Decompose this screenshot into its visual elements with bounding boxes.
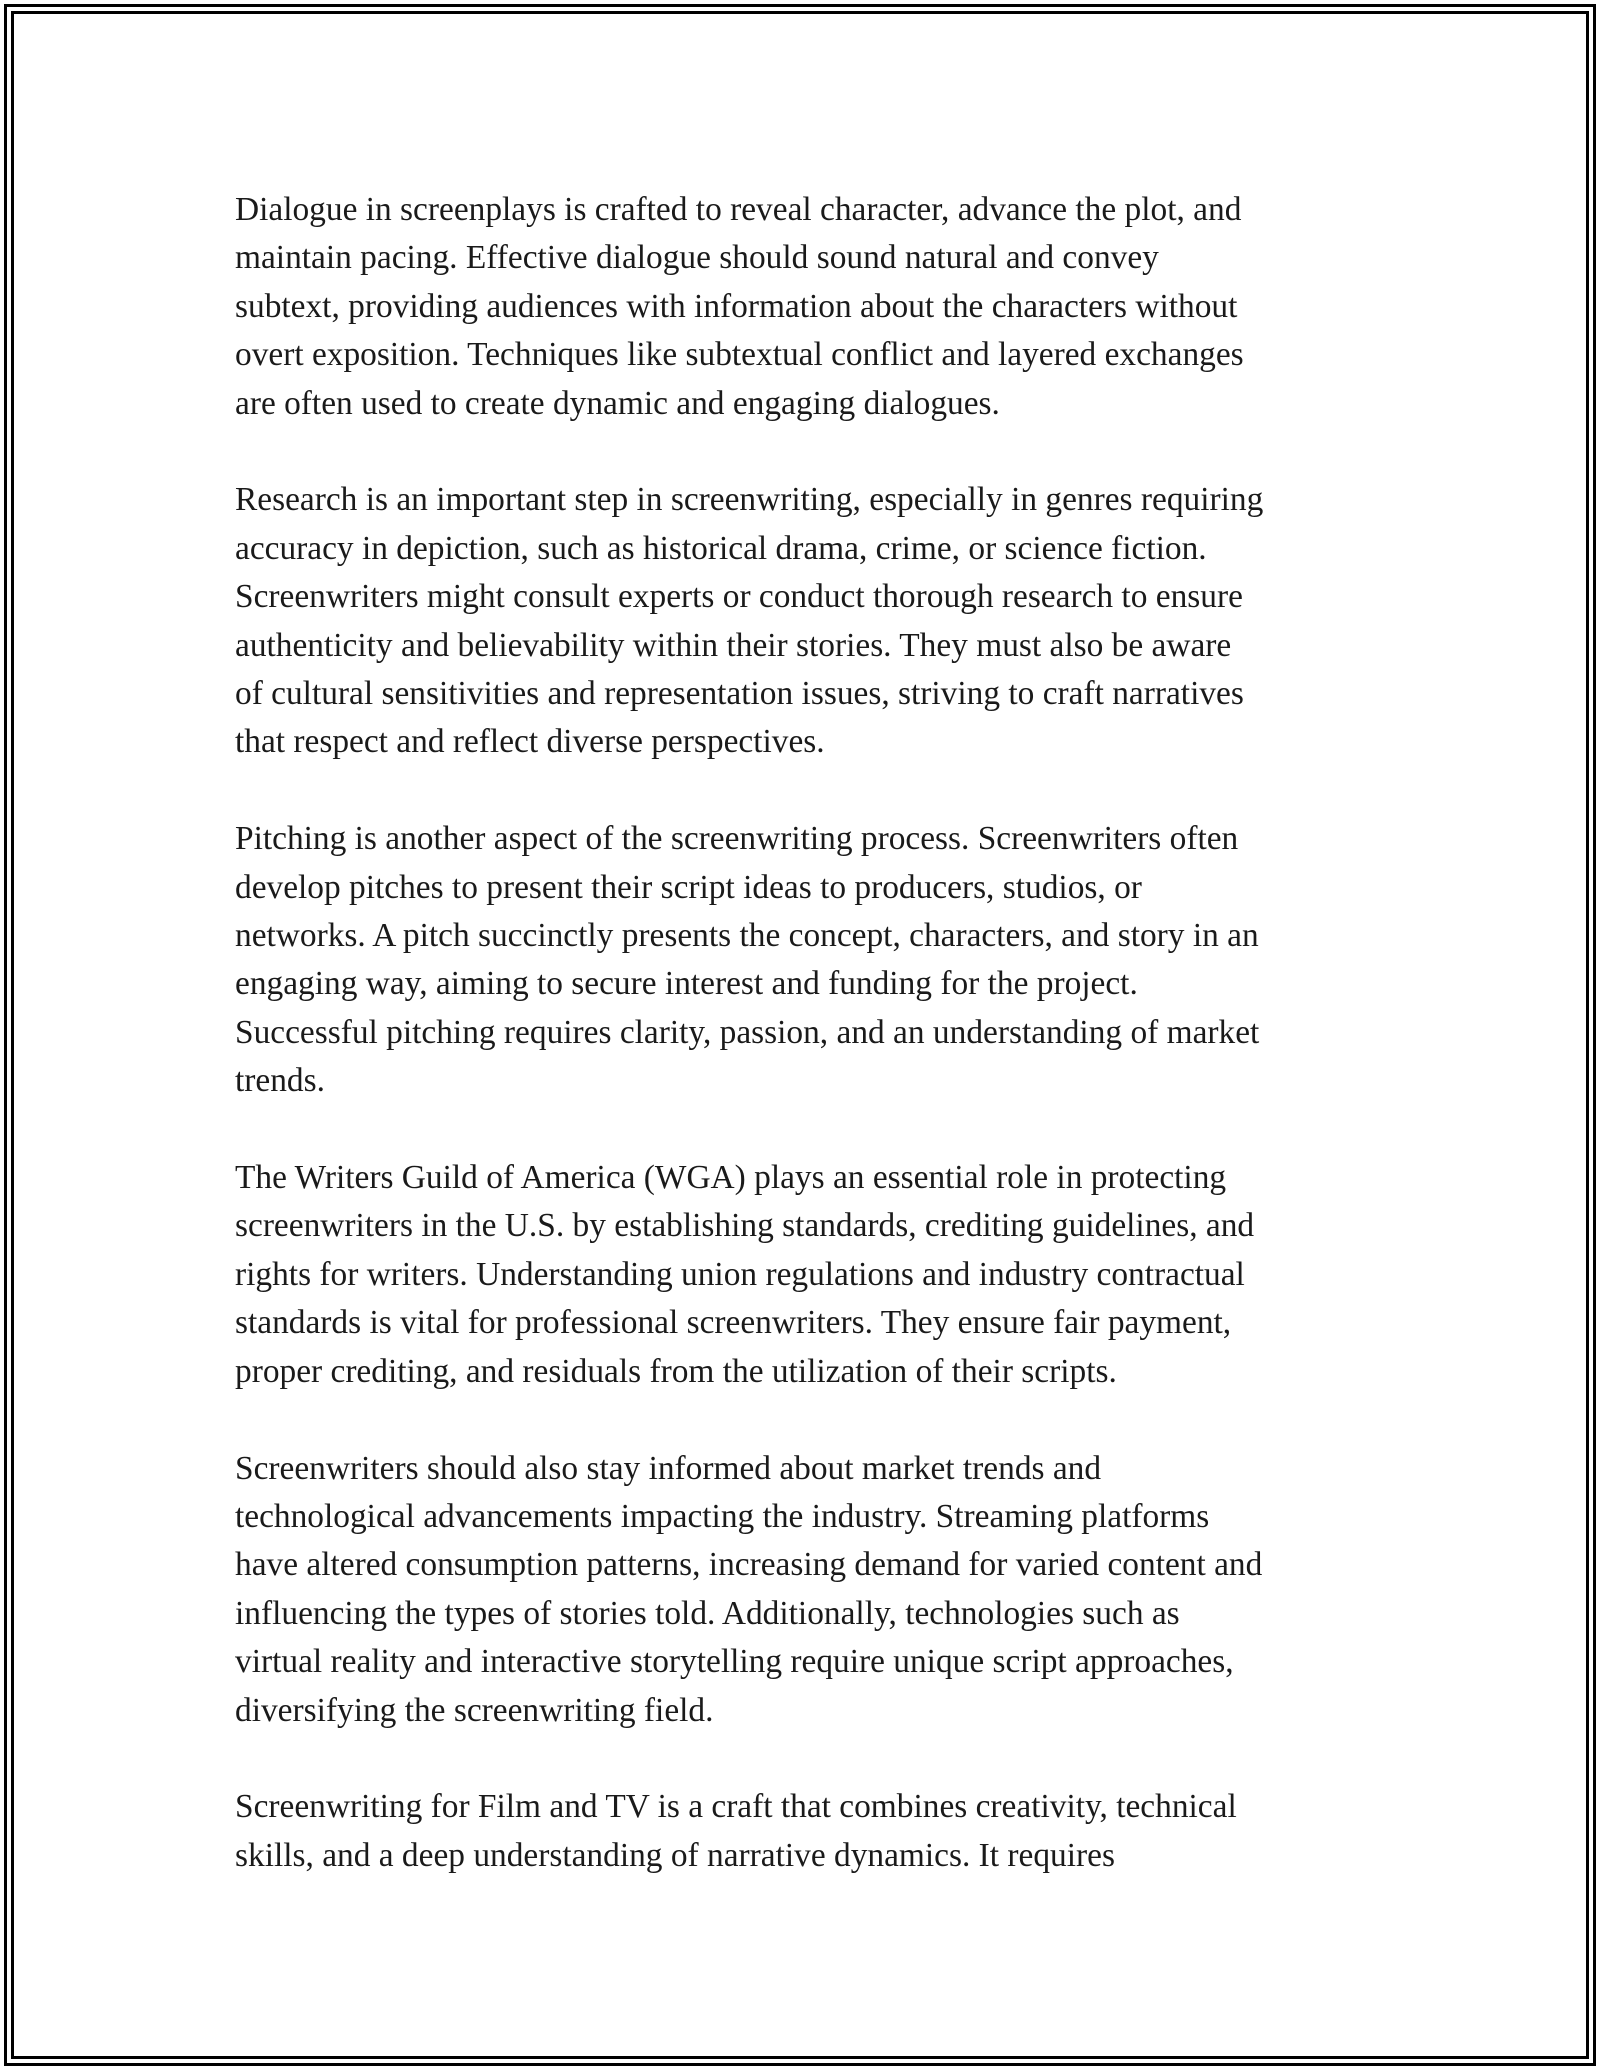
text-line: have altered consumption patterns, increasing demand for varied content and (235, 1546, 1263, 1584)
text-line: Successful pitching requires clarity, passion, and an understanding of market (235, 1013, 1260, 1051)
text-line: Screenwriters might consult experts or conduct thorough research to ensure (235, 578, 1243, 616)
text-line: that respect and reflect diverse perspectives. (235, 723, 825, 761)
text-line: authenticity and believability within their stories. They must also be aware (235, 626, 1232, 664)
text-line: diversifying the screenwriting field. (235, 1691, 714, 1729)
paragraph-research (235, 476, 1375, 766)
paragraph-dialogue (235, 186, 1375, 428)
text-line: subtext, providing audiences with information about the characters without (235, 287, 1238, 325)
text-line: screenwriters in the U.S. by establishing standards, crediting guidelines, and (235, 1207, 1255, 1245)
text-line: Research is an important step in screenwriting, especially in genres requiring (235, 481, 1264, 519)
text-line: technological advancements impacting the industry. Streaming platforms (235, 1497, 1210, 1535)
text-line: develop pitches to present their script ideas to producers, studios, or (235, 868, 1142, 906)
text-line: skills, and a deep understanding of narrative dynamics. It requires (235, 1836, 1115, 1874)
paragraph-pitching (235, 815, 1375, 1105)
text-line: maintain pacing. Effective dialogue should sound natural and convey (235, 239, 1159, 277)
document-body (235, 186, 1375, 1929)
text-line: Screenwriters should also stay informed about market trends and (235, 1449, 1102, 1487)
text-line: influencing the types of stories told. Additionally, technologies such as (235, 1594, 1180, 1632)
text-line: virtual reality and interactive storytelling require unique script approaches, (235, 1643, 1234, 1681)
paragraph-wga (235, 1154, 1375, 1396)
text-line: of cultural sensitivities and representation issues, striving to craft narratives (235, 675, 1244, 713)
text-line: overt exposition. Techniques like subtextual conflict and layered exchanges (235, 336, 1244, 374)
text-line: engaging way, aiming to secure interest and funding for the project. (235, 965, 1138, 1003)
text-line: trends. (235, 1062, 325, 1100)
text-line: proper crediting, and residuals from the utilization of their scripts. (235, 1352, 1117, 1390)
text-line: Dialogue in screenplays is crafted to reveal character, advance the plot, and (235, 191, 1242, 228)
text-line: Screenwriting for Film and TV is a craft that combines creativity, technical (235, 1788, 1237, 1826)
paragraph-craft (235, 1783, 1375, 1880)
text-line: The Writers Guild of America (WGA) plays an essential role in protecting (235, 1159, 1227, 1197)
text-line: are often used to create dynamic and engaging dialogues. (235, 384, 1000, 422)
text-line: standards is vital for professional screenwriters. They ensure fair payment, (235, 1304, 1232, 1342)
text-line: networks. A pitch succinctly presents the concept, characters, and story in an (235, 917, 1259, 955)
text-line: rights for writers. Understanding union regulations and industry contractual (235, 1255, 1245, 1293)
paragraph-market-trends (235, 1445, 1375, 1735)
text-line: accuracy in depiction, such as historical drama, crime, or science fiction. (235, 529, 1207, 567)
text-line: Pitching is another aspect of the screenwriting process. Screenwriters often (235, 820, 1239, 858)
